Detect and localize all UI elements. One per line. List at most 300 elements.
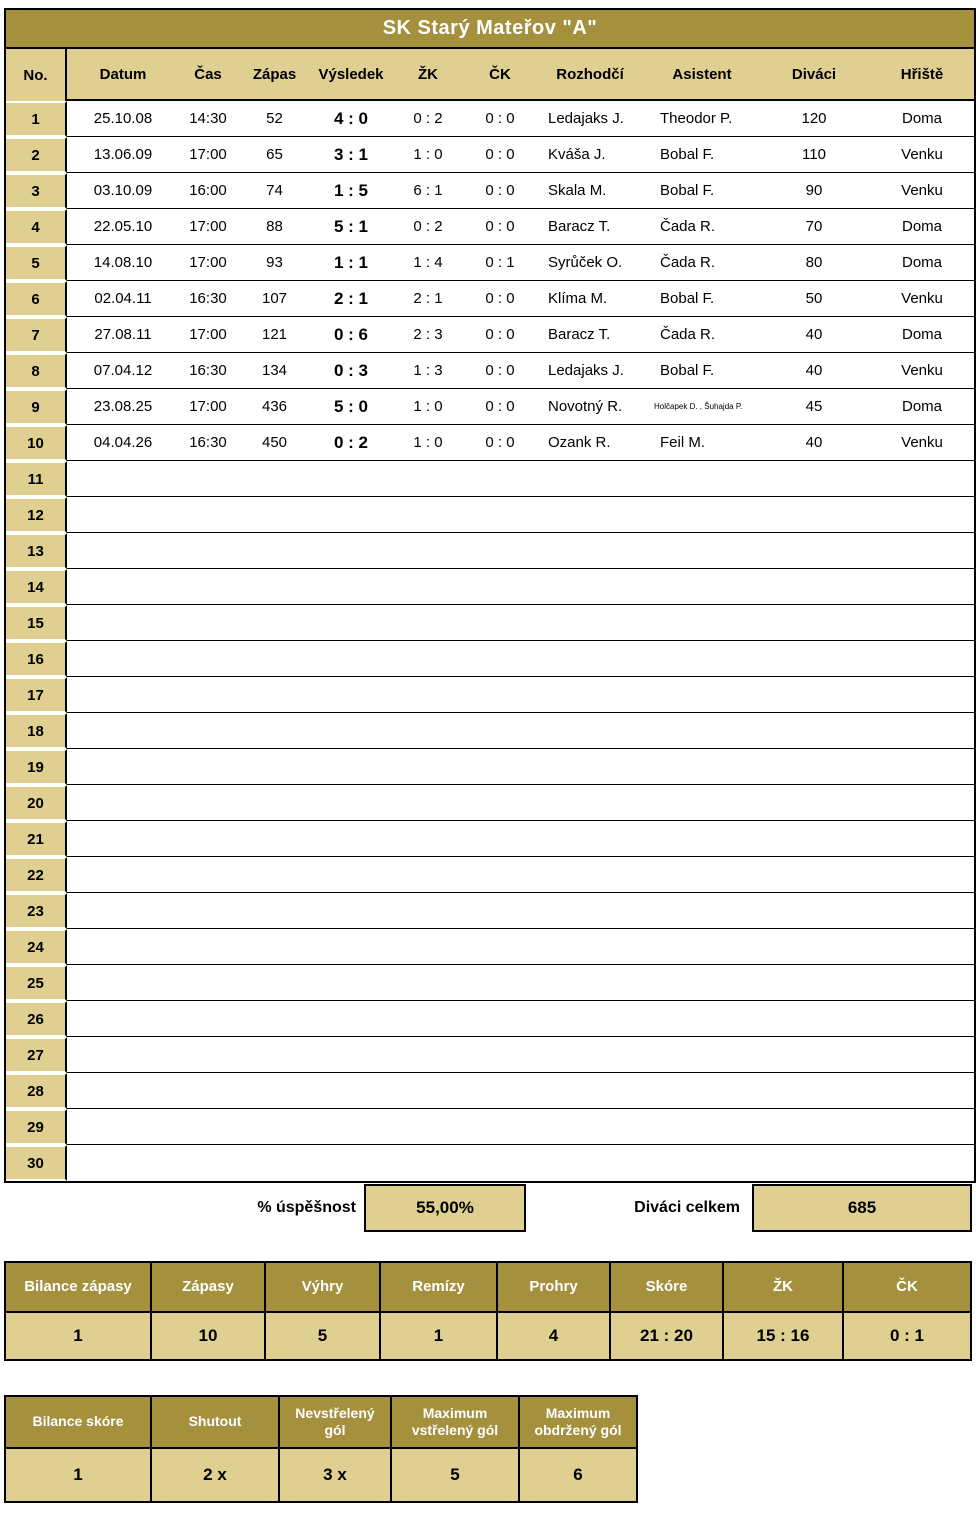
cell-vysledek[interactable]	[312, 677, 390, 713]
cell-asistent[interactable]: Bobal F.	[646, 173, 758, 209]
cell-zapas[interactable]	[237, 785, 312, 821]
cell-zk[interactable]	[390, 1109, 466, 1145]
cell-no[interactable]: 7	[6, 317, 67, 353]
cell-vysledek[interactable]	[312, 641, 390, 677]
cell-datum[interactable]: 07.04.12	[67, 353, 179, 389]
cell-hriste[interactable]	[870, 965, 974, 1001]
cell-asistent[interactable]: Theodor P.	[646, 101, 758, 137]
cell-rozhodci[interactable]	[534, 677, 646, 713]
cell-divaci[interactable]	[758, 641, 870, 677]
cell-no[interactable]: 8	[6, 353, 67, 389]
cell-zk[interactable]	[390, 929, 466, 965]
cell-divaci[interactable]: 120	[758, 101, 870, 137]
cell-datum[interactable]: 23.08.25	[67, 389, 179, 425]
cell-datum[interactable]	[67, 857, 179, 893]
cell-rozhodci[interactable]	[534, 713, 646, 749]
cell-zk[interactable]	[390, 749, 466, 785]
cell-zk[interactable]: 1 : 0	[390, 389, 466, 425]
cell-zk[interactable]	[390, 713, 466, 749]
cell-divaci[interactable]	[758, 785, 870, 821]
cell-divaci[interactable]: 90	[758, 173, 870, 209]
cell-ck[interactable]	[466, 1037, 534, 1073]
cell-datum[interactable]	[67, 1145, 179, 1181]
cell-asistent[interactable]	[646, 677, 758, 713]
cell-no[interactable]: 25	[6, 965, 67, 1001]
cell-ck[interactable]: 0 : 0	[466, 101, 534, 137]
cell-hriste[interactable]	[870, 1145, 974, 1181]
cell-vysledek[interactable]: 4 : 0	[312, 101, 390, 137]
cell-ck[interactable]: 0 : 1	[466, 245, 534, 281]
cell-datum[interactable]: 27.08.11	[67, 317, 179, 353]
cell-hriste[interactable]	[870, 605, 974, 641]
cell-hriste[interactable]: Doma	[870, 209, 974, 245]
cell-no[interactable]: 26	[6, 1001, 67, 1037]
cell-zapas[interactable]: 121	[237, 317, 312, 353]
cell-zapas[interactable]	[237, 929, 312, 965]
cell-asistent[interactable]	[646, 965, 758, 1001]
cell-cas[interactable]: 16:30	[179, 281, 237, 317]
cell-ck[interactable]	[466, 1109, 534, 1145]
cell-zk[interactable]	[390, 677, 466, 713]
cell-hriste[interactable]	[870, 821, 974, 857]
match-balance-value-6[interactable]: 15 : 16	[724, 1313, 844, 1359]
cell-datum[interactable]	[67, 497, 179, 533]
cell-asistent[interactable]: Bobal F.	[646, 281, 758, 317]
cell-zk[interactable]	[390, 1073, 466, 1109]
cell-divaci[interactable]: 40	[758, 317, 870, 353]
cell-zapas[interactable]: 436	[237, 389, 312, 425]
cell-zapas[interactable]	[237, 1109, 312, 1145]
cell-no[interactable]: 23	[6, 893, 67, 929]
cell-zapas[interactable]: 134	[237, 353, 312, 389]
cell-ck[interactable]	[466, 749, 534, 785]
cell-divaci[interactable]	[758, 677, 870, 713]
cell-hriste[interactable]	[870, 749, 974, 785]
cell-hriste[interactable]: Doma	[870, 245, 974, 281]
cell-asistent[interactable]	[646, 929, 758, 965]
cell-divaci[interactable]: 40	[758, 353, 870, 389]
cell-datum[interactable]: 13.06.09	[67, 137, 179, 173]
cell-ck[interactable]	[466, 929, 534, 965]
cell-ck[interactable]	[466, 857, 534, 893]
cell-asistent[interactable]: Feil M.	[646, 425, 758, 461]
cell-zapas[interactable]: 93	[237, 245, 312, 281]
cell-hriste[interactable]	[870, 569, 974, 605]
cell-vysledek[interactable]	[312, 605, 390, 641]
cell-zk[interactable]	[390, 821, 466, 857]
cell-zk[interactable]	[390, 857, 466, 893]
cell-no[interactable]: 27	[6, 1037, 67, 1073]
cell-datum[interactable]: 25.10.08	[67, 101, 179, 137]
cell-asistent[interactable]	[646, 641, 758, 677]
cell-ck[interactable]	[466, 893, 534, 929]
cell-vysledek[interactable]	[312, 1073, 390, 1109]
cell-hriste[interactable]	[870, 893, 974, 929]
cell-zk[interactable]: 6 : 1	[390, 173, 466, 209]
cell-no[interactable]: 5	[6, 245, 67, 281]
cell-ck[interactable]	[466, 785, 534, 821]
cell-asistent[interactable]	[646, 713, 758, 749]
cell-cas[interactable]	[179, 641, 237, 677]
cell-zapas[interactable]	[237, 749, 312, 785]
cell-hriste[interactable]	[870, 713, 974, 749]
match-balance-value-4[interactable]: 4	[498, 1313, 611, 1359]
match-balance-value-3[interactable]: 1	[381, 1313, 498, 1359]
cell-asistent[interactable]	[646, 533, 758, 569]
cell-divaci[interactable]	[758, 857, 870, 893]
cell-zk[interactable]	[390, 1001, 466, 1037]
cell-divaci[interactable]	[758, 461, 870, 497]
cell-rozhodci[interactable]	[534, 857, 646, 893]
cell-cas[interactable]	[179, 605, 237, 641]
cell-divaci[interactable]	[758, 821, 870, 857]
cell-zk[interactable]	[390, 461, 466, 497]
cell-zk[interactable]	[390, 893, 466, 929]
cell-rozhodci[interactable]	[534, 821, 646, 857]
cell-cas[interactable]	[179, 929, 237, 965]
cell-ck[interactable]	[466, 533, 534, 569]
cell-rozhodci[interactable]	[534, 497, 646, 533]
match-balance-value-2[interactable]: 5	[266, 1313, 381, 1359]
match-balance-value-5[interactable]: 21 : 20	[611, 1313, 724, 1359]
match-balance-value-0[interactable]: 1	[6, 1313, 152, 1359]
cell-hriste[interactable]	[870, 533, 974, 569]
cell-rozhodci[interactable]	[534, 893, 646, 929]
cell-divaci[interactable]	[758, 497, 870, 533]
cell-rozhodci[interactable]: Kváša J.	[534, 137, 646, 173]
cell-no[interactable]: 21	[6, 821, 67, 857]
cell-ck[interactable]: 0 : 0	[466, 317, 534, 353]
cell-cas[interactable]	[179, 569, 237, 605]
cell-zk[interactable]	[390, 605, 466, 641]
cell-hriste[interactable]	[870, 497, 974, 533]
cell-no[interactable]: 10	[6, 425, 67, 461]
cell-rozhodci[interactable]: Ledajaks J.	[534, 101, 646, 137]
cell-ck[interactable]	[466, 1001, 534, 1037]
cell-ck[interactable]: 0 : 0	[466, 353, 534, 389]
cell-vysledek[interactable]	[312, 713, 390, 749]
cell-asistent[interactable]	[646, 893, 758, 929]
cell-no[interactable]: 15	[6, 605, 67, 641]
cell-rozhodci[interactable]: Ozank R.	[534, 425, 646, 461]
cell-rozhodci[interactable]	[534, 533, 646, 569]
cell-rozhodci[interactable]: Ledajaks J.	[534, 353, 646, 389]
cell-datum[interactable]: 22.05.10	[67, 209, 179, 245]
cell-vysledek[interactable]	[312, 821, 390, 857]
cell-hriste[interactable]: Venku	[870, 353, 974, 389]
cell-ck[interactable]	[466, 1073, 534, 1109]
cell-vysledek[interactable]	[312, 461, 390, 497]
cell-datum[interactable]	[67, 821, 179, 857]
cell-no[interactable]: 6	[6, 281, 67, 317]
cell-zapas[interactable]: 88	[237, 209, 312, 245]
cell-zapas[interactable]	[237, 713, 312, 749]
cell-ck[interactable]: 0 : 0	[466, 281, 534, 317]
cell-zapas[interactable]	[237, 1037, 312, 1073]
cell-cas[interactable]: 17:00	[179, 245, 237, 281]
cell-divaci[interactable]: 80	[758, 245, 870, 281]
score-balance-value-0[interactable]: 1	[6, 1449, 152, 1501]
cell-hriste[interactable]	[870, 1037, 974, 1073]
cell-ck[interactable]: 0 : 0	[466, 209, 534, 245]
cell-vysledek[interactable]	[312, 893, 390, 929]
cell-zk[interactable]: 1 : 4	[390, 245, 466, 281]
cell-datum[interactable]	[67, 569, 179, 605]
cell-hriste[interactable]	[870, 461, 974, 497]
cell-asistent[interactable]	[646, 785, 758, 821]
cell-datum[interactable]	[67, 929, 179, 965]
cell-divaci[interactable]	[758, 533, 870, 569]
success-rate-value[interactable]: 55,00%	[364, 1184, 526, 1232]
cell-datum[interactable]	[67, 533, 179, 569]
cell-datum[interactable]	[67, 1073, 179, 1109]
cell-ck[interactable]	[466, 569, 534, 605]
cell-rozhodci[interactable]	[534, 1037, 646, 1073]
cell-rozhodci[interactable]: Klíma M.	[534, 281, 646, 317]
cell-vysledek[interactable]	[312, 749, 390, 785]
cell-hriste[interactable]	[870, 1001, 974, 1037]
cell-asistent[interactable]	[646, 497, 758, 533]
cell-datum[interactable]: 02.04.11	[67, 281, 179, 317]
cell-ck[interactable]: 0 : 0	[466, 137, 534, 173]
cell-hriste[interactable]: Venku	[870, 425, 974, 461]
cell-rozhodci[interactable]	[534, 929, 646, 965]
cell-rozhodci[interactable]	[534, 641, 646, 677]
cell-zapas[interactable]	[237, 497, 312, 533]
cell-hriste[interactable]: Venku	[870, 137, 974, 173]
cell-asistent[interactable]: Bobal F.	[646, 353, 758, 389]
score-balance-value-2[interactable]: 3 x	[280, 1449, 392, 1501]
cell-cas[interactable]: 17:00	[179, 389, 237, 425]
cell-zk[interactable]	[390, 569, 466, 605]
cell-zapas[interactable]	[237, 1001, 312, 1037]
cell-rozhodci[interactable]	[534, 461, 646, 497]
cell-zapas[interactable]	[237, 605, 312, 641]
cell-cas[interactable]	[179, 1109, 237, 1145]
cell-no[interactable]: 17	[6, 677, 67, 713]
cell-cas[interactable]	[179, 857, 237, 893]
cell-asistent[interactable]	[646, 1037, 758, 1073]
cell-cas[interactable]: 14:30	[179, 101, 237, 137]
cell-cas[interactable]	[179, 1145, 237, 1181]
cell-zapas[interactable]	[237, 893, 312, 929]
cell-zk[interactable]	[390, 1037, 466, 1073]
cell-vysledek[interactable]: 1 : 1	[312, 245, 390, 281]
cell-vysledek[interactable]	[312, 785, 390, 821]
score-balance-value-4[interactable]: 6	[520, 1449, 636, 1501]
cell-vysledek[interactable]	[312, 857, 390, 893]
cell-zapas[interactable]	[237, 461, 312, 497]
cell-hriste[interactable]: Venku	[870, 281, 974, 317]
cell-zk[interactable]: 0 : 2	[390, 209, 466, 245]
cell-divaci[interactable]	[758, 1037, 870, 1073]
cell-divaci[interactable]: 70	[758, 209, 870, 245]
cell-asistent[interactable]	[646, 821, 758, 857]
cell-asistent[interactable]	[646, 857, 758, 893]
cell-zk[interactable]: 1 : 0	[390, 425, 466, 461]
cell-divaci[interactable]: 40	[758, 425, 870, 461]
cell-zapas[interactable]	[237, 821, 312, 857]
cell-vysledek[interactable]	[312, 929, 390, 965]
cell-no[interactable]: 24	[6, 929, 67, 965]
cell-datum[interactable]	[67, 785, 179, 821]
cell-asistent[interactable]: Holčapek D. , Šuhajda P.	[646, 389, 758, 425]
cell-divaci[interactable]	[758, 1145, 870, 1181]
cell-ck[interactable]: 0 : 0	[466, 389, 534, 425]
cell-hriste[interactable]: Doma	[870, 389, 974, 425]
cell-zk[interactable]	[390, 533, 466, 569]
cell-hriste[interactable]: Doma	[870, 101, 974, 137]
cell-datum[interactable]: 03.10.09	[67, 173, 179, 209]
cell-divaci[interactable]	[758, 1109, 870, 1145]
cell-hriste[interactable]: Venku	[870, 173, 974, 209]
cell-rozhodci[interactable]	[534, 1001, 646, 1037]
cell-hriste[interactable]	[870, 857, 974, 893]
cell-vysledek[interactable]: 5 : 0	[312, 389, 390, 425]
cell-zapas[interactable]	[237, 569, 312, 605]
cell-datum[interactable]	[67, 749, 179, 785]
cell-rozhodci[interactable]	[534, 785, 646, 821]
cell-zk[interactable]: 0 : 2	[390, 101, 466, 137]
cell-vysledek[interactable]	[312, 533, 390, 569]
cell-cas[interactable]	[179, 785, 237, 821]
cell-cas[interactable]	[179, 677, 237, 713]
cell-zapas[interactable]	[237, 965, 312, 1001]
cell-zapas[interactable]	[237, 533, 312, 569]
cell-ck[interactable]	[466, 461, 534, 497]
cell-vysledek[interactable]: 3 : 1	[312, 137, 390, 173]
cell-zk[interactable]	[390, 641, 466, 677]
cell-datum[interactable]	[67, 461, 179, 497]
cell-cas[interactable]	[179, 893, 237, 929]
cell-vysledek[interactable]	[312, 965, 390, 1001]
cell-zapas[interactable]	[237, 1145, 312, 1181]
cell-cas[interactable]	[179, 533, 237, 569]
score-balance-value-1[interactable]: 2 x	[152, 1449, 280, 1501]
cell-divaci[interactable]	[758, 569, 870, 605]
cell-divaci[interactable]	[758, 893, 870, 929]
cell-rozhodci[interactable]	[534, 569, 646, 605]
cell-asistent[interactable]: Čada R.	[646, 209, 758, 245]
cell-zapas[interactable]	[237, 677, 312, 713]
cell-no[interactable]: 14	[6, 569, 67, 605]
cell-cas[interactable]: 16:30	[179, 353, 237, 389]
cell-cas[interactable]: 16:30	[179, 425, 237, 461]
cell-divaci[interactable]	[758, 1073, 870, 1109]
cell-cas[interactable]	[179, 965, 237, 1001]
cell-hriste[interactable]	[870, 785, 974, 821]
cell-no[interactable]: 30	[6, 1145, 67, 1181]
cell-vysledek[interactable]	[312, 1109, 390, 1145]
cell-zapas[interactable]: 52	[237, 101, 312, 137]
cell-hriste[interactable]	[870, 929, 974, 965]
cell-datum[interactable]	[67, 1001, 179, 1037]
cell-ck[interactable]	[466, 605, 534, 641]
cell-ck[interactable]	[466, 1145, 534, 1181]
cell-cas[interactable]: 17:00	[179, 317, 237, 353]
cell-zapas[interactable]: 74	[237, 173, 312, 209]
cell-zk[interactable]	[390, 965, 466, 1001]
cell-hriste[interactable]	[870, 677, 974, 713]
cell-ck[interactable]	[466, 497, 534, 533]
cell-vysledek[interactable]: 2 : 1	[312, 281, 390, 317]
cell-datum[interactable]	[67, 1037, 179, 1073]
cell-vysledek[interactable]: 1 : 5	[312, 173, 390, 209]
cell-zk[interactable]	[390, 497, 466, 533]
cell-cas[interactable]	[179, 1001, 237, 1037]
cell-cas[interactable]	[179, 713, 237, 749]
cell-asistent[interactable]	[646, 1109, 758, 1145]
cell-rozhodci[interactable]	[534, 749, 646, 785]
cell-datum[interactable]	[67, 965, 179, 1001]
cell-divaci[interactable]: 110	[758, 137, 870, 173]
cell-no[interactable]: 29	[6, 1109, 67, 1145]
cell-no[interactable]: 18	[6, 713, 67, 749]
match-balance-value-1[interactable]: 10	[152, 1313, 266, 1359]
cell-datum[interactable]	[67, 605, 179, 641]
cell-zapas[interactable]: 65	[237, 137, 312, 173]
cell-zk[interactable]	[390, 1145, 466, 1181]
cell-zapas[interactable]: 450	[237, 425, 312, 461]
cell-asistent[interactable]	[646, 1001, 758, 1037]
cell-cas[interactable]	[179, 749, 237, 785]
score-balance-value-3[interactable]: 5	[392, 1449, 520, 1501]
cell-divaci[interactable]	[758, 929, 870, 965]
cell-no[interactable]: 12	[6, 497, 67, 533]
cell-no[interactable]: 20	[6, 785, 67, 821]
cell-no[interactable]: 4	[6, 209, 67, 245]
cell-no[interactable]: 3	[6, 173, 67, 209]
cell-vysledek[interactable]	[312, 1145, 390, 1181]
cell-ck[interactable]	[466, 641, 534, 677]
cell-cas[interactable]	[179, 1073, 237, 1109]
cell-asistent[interactable]	[646, 1073, 758, 1109]
cell-vysledek[interactable]	[312, 1001, 390, 1037]
cell-zk[interactable]: 2 : 1	[390, 281, 466, 317]
cell-rozhodci[interactable]	[534, 605, 646, 641]
cell-vysledek[interactable]: 0 : 3	[312, 353, 390, 389]
cell-vysledek[interactable]: 5 : 1	[312, 209, 390, 245]
cell-zapas[interactable]	[237, 1073, 312, 1109]
cell-vysledek[interactable]	[312, 569, 390, 605]
cell-no[interactable]: 1	[6, 101, 67, 137]
cell-hriste[interactable]	[870, 1073, 974, 1109]
match-balance-value-7[interactable]: 0 : 1	[844, 1313, 970, 1359]
cell-cas[interactable]: 17:00	[179, 137, 237, 173]
cell-divaci[interactable]	[758, 749, 870, 785]
cell-asistent[interactable]: Čada R.	[646, 245, 758, 281]
cell-rozhodci[interactable]: Syrůček O.	[534, 245, 646, 281]
cell-zapas[interactable]	[237, 641, 312, 677]
cell-ck[interactable]: 0 : 0	[466, 425, 534, 461]
cell-asistent[interactable]	[646, 461, 758, 497]
cell-vysledek[interactable]	[312, 1037, 390, 1073]
cell-no[interactable]: 16	[6, 641, 67, 677]
cell-datum[interactable]: 14.08.10	[67, 245, 179, 281]
cell-cas[interactable]: 17:00	[179, 209, 237, 245]
cell-datum[interactable]	[67, 893, 179, 929]
cell-divaci[interactable]	[758, 1001, 870, 1037]
cell-no[interactable]: 22	[6, 857, 67, 893]
cell-zapas[interactable]	[237, 857, 312, 893]
cell-hriste[interactable]	[870, 641, 974, 677]
cell-cas[interactable]	[179, 1037, 237, 1073]
cell-cas[interactable]	[179, 821, 237, 857]
cell-rozhodci[interactable]	[534, 1073, 646, 1109]
cell-asistent[interactable]: Bobal F.	[646, 137, 758, 173]
cell-ck[interactable]	[466, 677, 534, 713]
cell-no[interactable]: 19	[6, 749, 67, 785]
